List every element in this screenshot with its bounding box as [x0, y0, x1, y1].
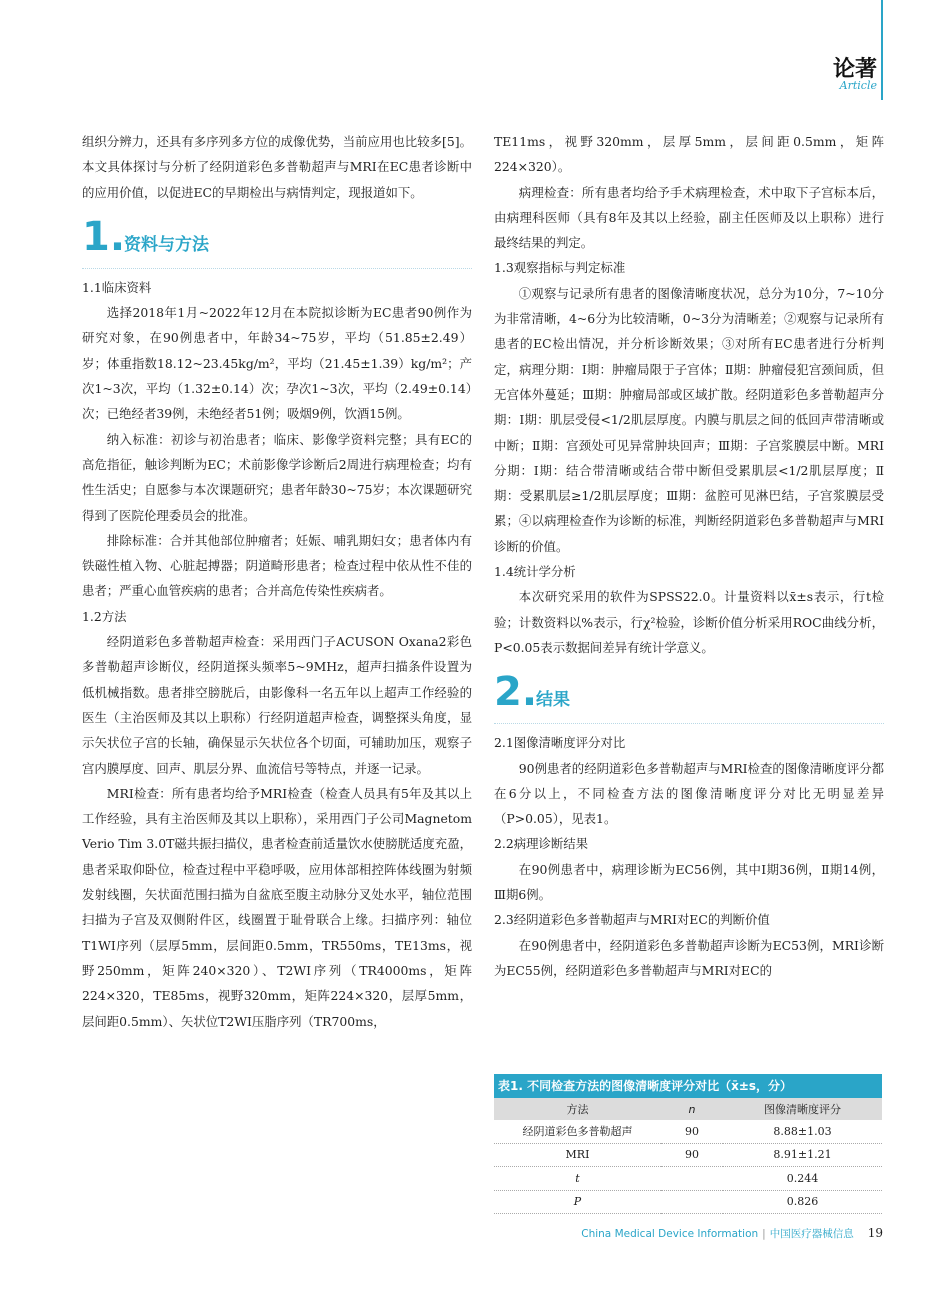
- subheading-1-1: 1.1临床资料: [82, 279, 152, 295]
- table-cell: 90: [661, 1143, 723, 1167]
- table-cell: [661, 1190, 723, 1214]
- subheading-2-1: 2.1图像清晰度评分对比: [494, 735, 626, 751]
- table-caption: 表1. 不同检查方法的图像清晰度评分对比（x̄±s，分）: [494, 1074, 882, 1098]
- header-accent-line: [881, 0, 883, 100]
- left-column: [82, 129, 472, 1034]
- journal-name-en: China Medical Device Information: [581, 1228, 759, 1240]
- paragraph: 在90例患者中，经阴道彩色多普勒超声诊断为EC53例，MRI诊断为EC55例，经阴道彩色多普勒超声与MRI对EC的: [494, 937, 884, 978]
- subheading-1-4: 1.4统计学分析: [494, 564, 576, 580]
- intro-paragraph: 组织分辨力，还具有多序列多方位的成像优势，当前应用也比较多[5]。本文具体探讨与分析了经阴道彩色多普勒超声与MRI在EC患者诊断中的应用价值，以促进EC的早期检出与病情判定，现报道如下。: [82, 134, 472, 200]
- table-1: [494, 1074, 882, 1214]
- paragraph: 90例患者的经阴道彩色多普勒超声与MRI检查的图像清晰度评分都在6分以上，不同检查方法的图像清晰度评分对比无明显差异（P>0.05），见表1。: [494, 760, 884, 827]
- paragraph: 纳入标准：初诊与初治患者；临床、影像学资料完整；具有EC的高危指征，触诊判断为EC；术前影像学诊断后2周进行病理检查；均有性生活史；自愿参与本次课题研究；患者年龄30~75岁；本次课题研究得到了医院伦理委员会的批准。: [82, 431, 472, 523]
- section-title: 资料与方法: [124, 234, 209, 255]
- subheading-1-2: 1.2方法: [82, 608, 127, 624]
- section-label-en: Article: [839, 79, 877, 92]
- subheading-2-3: 2.3经阴道彩色多普勒超声与MRI对EC的判断价值: [494, 912, 770, 928]
- paragraph: 本次研究采用的软件为SPSS22.0。计量资料以x̄±s表示，行t检验；计数资料以%表示，行χ²检验，诊断价值分析采用ROC曲线分析，P<0.05表示数据间差异有统计学意义。: [494, 589, 884, 655]
- table-row: [494, 1143, 882, 1167]
- footer-separator: |: [762, 1228, 766, 1240]
- table-cell: 8.88±1.03: [723, 1120, 882, 1143]
- page-footer: [581, 1226, 883, 1241]
- section-number: 2.: [494, 669, 538, 716]
- paragraph: TE11ms，视野320mm，层厚5mm，层间距0.5mm，矩阵224×320）。: [494, 134, 884, 175]
- table-header: 方法: [494, 1098, 661, 1120]
- table-cell: 0.826: [723, 1190, 882, 1214]
- table-body: [494, 1098, 882, 1214]
- table-row: [494, 1190, 882, 1214]
- table-cell: t: [494, 1167, 661, 1191]
- table-cell: P: [494, 1190, 661, 1214]
- paragraph: 在90例患者中，病理诊断为EC56例，其中Ⅰ期36例，Ⅱ期14例，Ⅲ期6例。: [494, 861, 884, 903]
- section-heading-1: [82, 213, 472, 269]
- table-row: [494, 1167, 882, 1191]
- table-row: [494, 1120, 882, 1143]
- paragraph: 经阴道彩色多普勒超声检查：采用西门子ACUSON Oxana2彩色多普勒超声诊断仪，经阴道探头频率5~9MHz，超声扫描条件设置为低机械指数。患者排空膀胱后，由影像科一名五年以上超声工作经验的医生（主治医师及其以上职称）行经阴道超声检查，调整探头角度，显示矢状位子宫的长轴，确保显示矢状位各个切面，可辅助加压，观察子宫内膜厚度、回声、肌层分界、血流信号等特点，并逐一记录。: [82, 634, 472, 776]
- paragraph: ①观察与记录所有患者的图像清晰度状况，总分为10分，7~10分为非常清晰，4~6分为比较清晰，0~3分为清晰差；②观察与记录所有患者的EC检出情况，并分析诊断效果；③对所有EC患者进行分析判定，病理分期：Ⅰ期：肿瘤局限于子宫体；Ⅱ期：肿瘤侵犯宫颈间质，但无宫体外蔓延；Ⅲ期：肿瘤局部或区域扩散。经阴道彩色多普勒超声分期：Ⅰ期：肌层受侵<1/2肌层厚度。内膜与肌层之间的低回声带清晰或中断；Ⅱ期：宫颈处可见异常肿块回声；Ⅲ期：子宫浆膜层中断。MRI分期：Ⅰ期：结合带清晰或结合带中断但受累肌层<1/2肌层厚度；Ⅱ期：受累肌层≥1/2肌层厚度；Ⅲ期：盆腔可见淋巴结，子宫浆膜层受累；④以病理检查作为诊断的标准，判断经阴道彩色多普勒超声与MRI诊断的价值。: [494, 285, 884, 554]
- paragraph: 选择2018年1月~2022年12月在本院拟诊断为EC患者90例作为研究对象，在90例患者中，年龄34~75岁，平均（51.85±2.49）岁；体重指数18.12~23.45kg/m²，平均（21.45±1.39）kg/m²；产次1~3次，平均（1.32±0.14）次；孕次1~3次，平均（2.49±0.14）次；已绝经者39例，未绝经者51例；吸烟9例，饮酒15例。: [82, 305, 472, 422]
- paragraph: 排除标准：合并其他部位肿瘤者；妊娠、哺乳期妇女；患者体内有铁磁性植入物、心脏起搏器；阴道畸形患者；检查过程中依从性不佳的患者；严重心血管疾病的患者；合并高危传染性疾病者。: [82, 532, 472, 599]
- section-number: 1.: [82, 213, 126, 260]
- table-cell: 经阴道彩色多普勒超声: [494, 1120, 661, 1143]
- table-cell: [661, 1167, 723, 1191]
- table-header: 图像清晰度评分: [723, 1098, 882, 1120]
- table-cell: MRI: [494, 1143, 661, 1167]
- page-number: 19: [867, 1226, 883, 1240]
- section-title: 结果: [536, 690, 570, 711]
- right-column: [494, 129, 884, 983]
- table-header: n: [661, 1098, 723, 1120]
- section-label: 论著: [832, 57, 877, 82]
- table-cell: 8.91±1.21: [723, 1143, 882, 1167]
- subheading-1-3: 1.3观察指标与判定标准: [494, 260, 626, 276]
- journal-name-cn: 中国医疗器械信息: [769, 1228, 854, 1240]
- subheading-2-2: 2.2病理诊断结果: [494, 836, 589, 852]
- paragraph: MRI检查：所有患者均给予MRI检查（检查人员具有5年及其以上工作经验，具有主治医师及其以上职称），采用西门子公司Magnetom Verio Tim 3.0T磁共振扫描仪，患者检查前适量饮水使膀胱适度充盈，患者采取仰卧位，检查过程中平稳呼吸，应用体部相控阵体线圈为射频发射线圈，矢状面范围扫描为自盆底至腹主动脉分叉处水平，轴位范围扫描为子宫及双侧附件区，线圈置于耻骨联合上缘。扫描序列：轴位T1WI序列（层厚5mm，层间距0.5mm，TR550ms，TE13ms，视野250mm，矩阵240×320）、T2WI序列（TR4000ms，矩阵224×320，TE85ms，视野320mm，矩阵224×320，层厚5mm，层间距0.5mm）、矢状位T2WI压脂序列（TR700ms，: [82, 785, 472, 1029]
- table-cell: 0.244: [723, 1167, 882, 1191]
- paragraph: 病理检查：所有患者均给予手术病理检查，术中取下子宫标本后，由病理科医师（具有8年及其以上经验，副主任医师及以上职称）进行最终结果的判定。: [494, 184, 884, 251]
- section-heading-2: [494, 669, 884, 724]
- table-cell: 90: [661, 1120, 723, 1143]
- table-header-row: [494, 1098, 882, 1120]
